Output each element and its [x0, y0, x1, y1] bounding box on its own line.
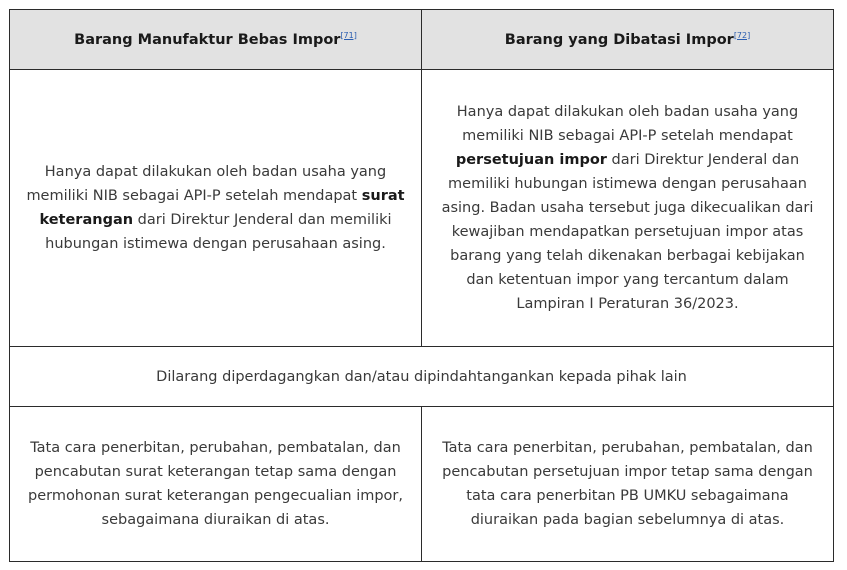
requirements-text: Hanya dapat dilakukan oleh badan usaha yang memiliki NIB sebagai API-P setelah mendapat — [456, 104, 799, 144]
header-manufactured-goods — [10, 10, 422, 70]
requirements-text: dari Direktur Jenderal dan memiliki hubungan istimewa dengan perusahaan asing. Badan usaha tersebut juga dikecualikan dari kewajiban mendapatkan persetujuan impor atas barang yang telah dikenakan berbagai kebijakan dan ketentuan impor yang tercantum dalam Lampiran I Peraturan 36/2023. — [441, 152, 814, 312]
header-label: Barang yang Dibatasi Impor — [504, 31, 734, 48]
requirements-bold-term: surat keterangan — [39, 188, 405, 228]
footnote-ref — [734, 31, 750, 40]
requirements-cell-restricted — [422, 70, 834, 347]
header-label: Barang Manufaktur Bebas Impor — [74, 31, 341, 48]
prohibition-row — [10, 347, 834, 407]
footnote-link-71[interactable]: [71] — [340, 30, 357, 40]
requirements-cell-manufactured — [10, 70, 422, 347]
requirements-row — [10, 70, 834, 347]
requirements-text: dari Direktur Jenderal dan memiliki hubungan istimewa dengan perusahaan asing. — [45, 212, 392, 252]
header-row — [10, 10, 834, 70]
requirements-text: Hanya dapat dilakukan oleh badan usaha yang memiliki NIB sebagai API-P setelah mendapat — [26, 164, 387, 204]
header-restricted-goods — [422, 10, 834, 70]
procedure-row — [10, 407, 834, 562]
footnote-ref — [340, 31, 356, 40]
requirements-bold-term: persetujuan impor — [455, 152, 607, 168]
comparison-table — [9, 9, 834, 562]
procedure-cell-restricted: Tata cara penerbitan, perubahan, pembatalan, dan pencabutan persetujuan impor tetap sama dengan tata cara penerbitan PB UMKU sebagaimana diuraikan pada bagian sebelumnya di atas. — [422, 407, 834, 562]
footnote-link-72[interactable]: [72] — [733, 30, 751, 40]
prohibition-cell: Dilarang diperdagangkan dan/atau dipindahtangankan kepada pihak lain — [10, 347, 834, 407]
procedure-cell-manufactured: Tata cara penerbitan, perubahan, pembatalan, dan pencabutan surat keterangan tetap sama dengan permohonan surat keterangan pengecualian impor, sebagaimana diuraikan di atas. — [10, 407, 422, 562]
